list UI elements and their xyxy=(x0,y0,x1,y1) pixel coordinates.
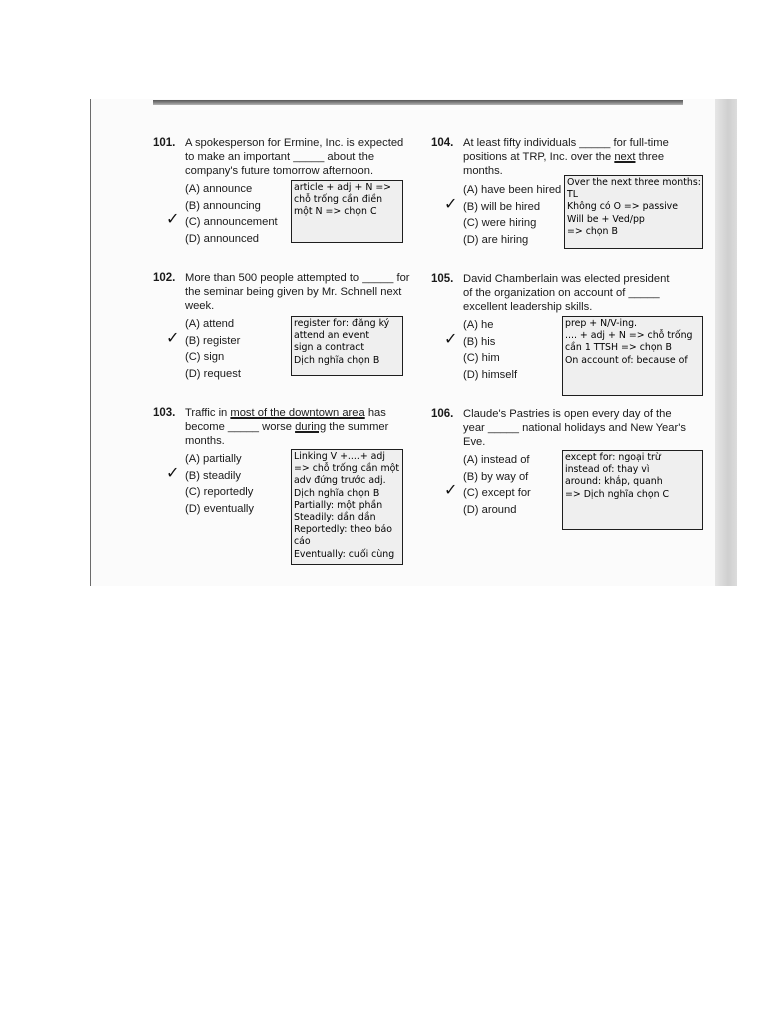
option-a[interactable]: (A) partially xyxy=(185,453,242,465)
answer-options xyxy=(444,182,562,248)
annotation-note-102: register for: đăng ký attend an event sign a contract Dịch nghĩa chọn B xyxy=(291,316,403,376)
question-stem: More than 500 people attempted to _____ for the seminar being given by Mr. Schnell next week. xyxy=(185,272,410,312)
annotation-note-103: Linking V +....+ adj => chỗ trống cần một adv đứng trước adj. Dịch nghĩa chọn B Partially: một phần Steadily: dần dần Reportedly: theo báo cáo Eventually: cuối cùng xyxy=(291,449,403,565)
option-d[interactable]: (D) around xyxy=(463,503,517,516)
scanned-page xyxy=(90,99,737,586)
option-b[interactable]: (B) announcing xyxy=(185,199,261,212)
option-b[interactable]: ✓ (B) will be hired xyxy=(444,195,541,213)
option-a[interactable]: (A) instead of xyxy=(463,454,530,466)
option-c[interactable]: (C) reportedly xyxy=(185,486,254,498)
checkmark-icon: ✓ xyxy=(166,211,180,228)
checkmark-icon: ✓ xyxy=(444,330,458,348)
checkmark-icon: ✓ xyxy=(166,464,180,482)
question-stem: At least fifty individuals _____ for full-time positions at TRP, Inc. over the next three months. xyxy=(463,137,669,177)
annotation-note-104: Over the next three months: TL Không có O => passive Will be + Ved/pp => chọn B xyxy=(564,175,703,249)
option-c[interactable]: ✓ (C) announcement xyxy=(166,211,278,228)
option-c[interactable]: ✓ (C) except for xyxy=(444,482,531,499)
question-stem: Traffic in most of the downtown area has become _____ worse during the summer months. xyxy=(185,407,389,447)
option-a[interactable]: (A) he xyxy=(463,319,494,331)
option-a[interactable]: (A) announce xyxy=(185,183,253,195)
option-c[interactable]: (C) were hiring xyxy=(463,217,537,229)
question-stem: Claude's Pastries is open every day of the year _____ national holidays and New Year's Eve. xyxy=(463,408,686,448)
option-c[interactable]: (C) sign xyxy=(185,351,225,363)
checkmark-icon: ✓ xyxy=(166,329,180,347)
option-b[interactable]: ✓ (B) his xyxy=(444,330,496,348)
option-d[interactable]: (D) are hiring xyxy=(463,233,529,246)
answer-options xyxy=(444,317,518,383)
annotation-note-106: except for: ngoại trừ instead of: thay vì around: khắp, quanh => Dịch nghĩa chọn C xyxy=(562,450,703,530)
question-number: 104. xyxy=(431,137,454,149)
option-b[interactable]: ✓ (B) steadily xyxy=(166,464,241,482)
option-a[interactable]: (A) attend xyxy=(185,318,235,330)
checkmark-icon: ✓ xyxy=(444,195,458,213)
answer-options xyxy=(166,316,241,382)
page-edge-left xyxy=(90,99,91,586)
annotation-note-101: article + adj + N => chỗ trống cần điền một N => chọn C xyxy=(291,180,403,243)
question-number: 105. xyxy=(431,273,454,285)
question-stem: David Chamberlain was elected president of the organization on account of _____ excellent leadership skills. xyxy=(463,273,670,313)
question-stem: A spokesperson for Ermine, Inc. is expected to make an important _____ about the company's future tomorrow afternoon. xyxy=(185,137,404,177)
option-d[interactable]: (D) eventually xyxy=(185,502,255,515)
annotation-note-105: prep + N/V-ing. .... + adj + N => chỗ trống cần 1 TTSH => chọn B On account of: because of xyxy=(562,316,703,396)
option-d[interactable]: (D) request xyxy=(185,367,241,380)
option-b[interactable]: ✓ (B) register xyxy=(166,329,241,347)
question-number: 106. xyxy=(431,408,454,420)
option-b[interactable]: (B) by way of xyxy=(463,470,529,483)
question-number: 102. xyxy=(153,272,176,284)
option-d[interactable]: (D) himself xyxy=(463,368,518,381)
answer-options xyxy=(166,181,278,247)
question-number: 103. xyxy=(153,407,176,419)
top-rule xyxy=(153,100,683,105)
option-c[interactable]: (C) him xyxy=(463,352,500,364)
answer-options xyxy=(444,452,531,518)
page-edge-right xyxy=(715,99,737,586)
checkmark-icon: ✓ xyxy=(444,482,458,499)
option-d[interactable]: (D) announced xyxy=(185,232,260,245)
question-number: 101. xyxy=(153,137,176,149)
option-a[interactable]: (A) have been hired xyxy=(463,184,562,196)
answer-options xyxy=(166,451,255,517)
